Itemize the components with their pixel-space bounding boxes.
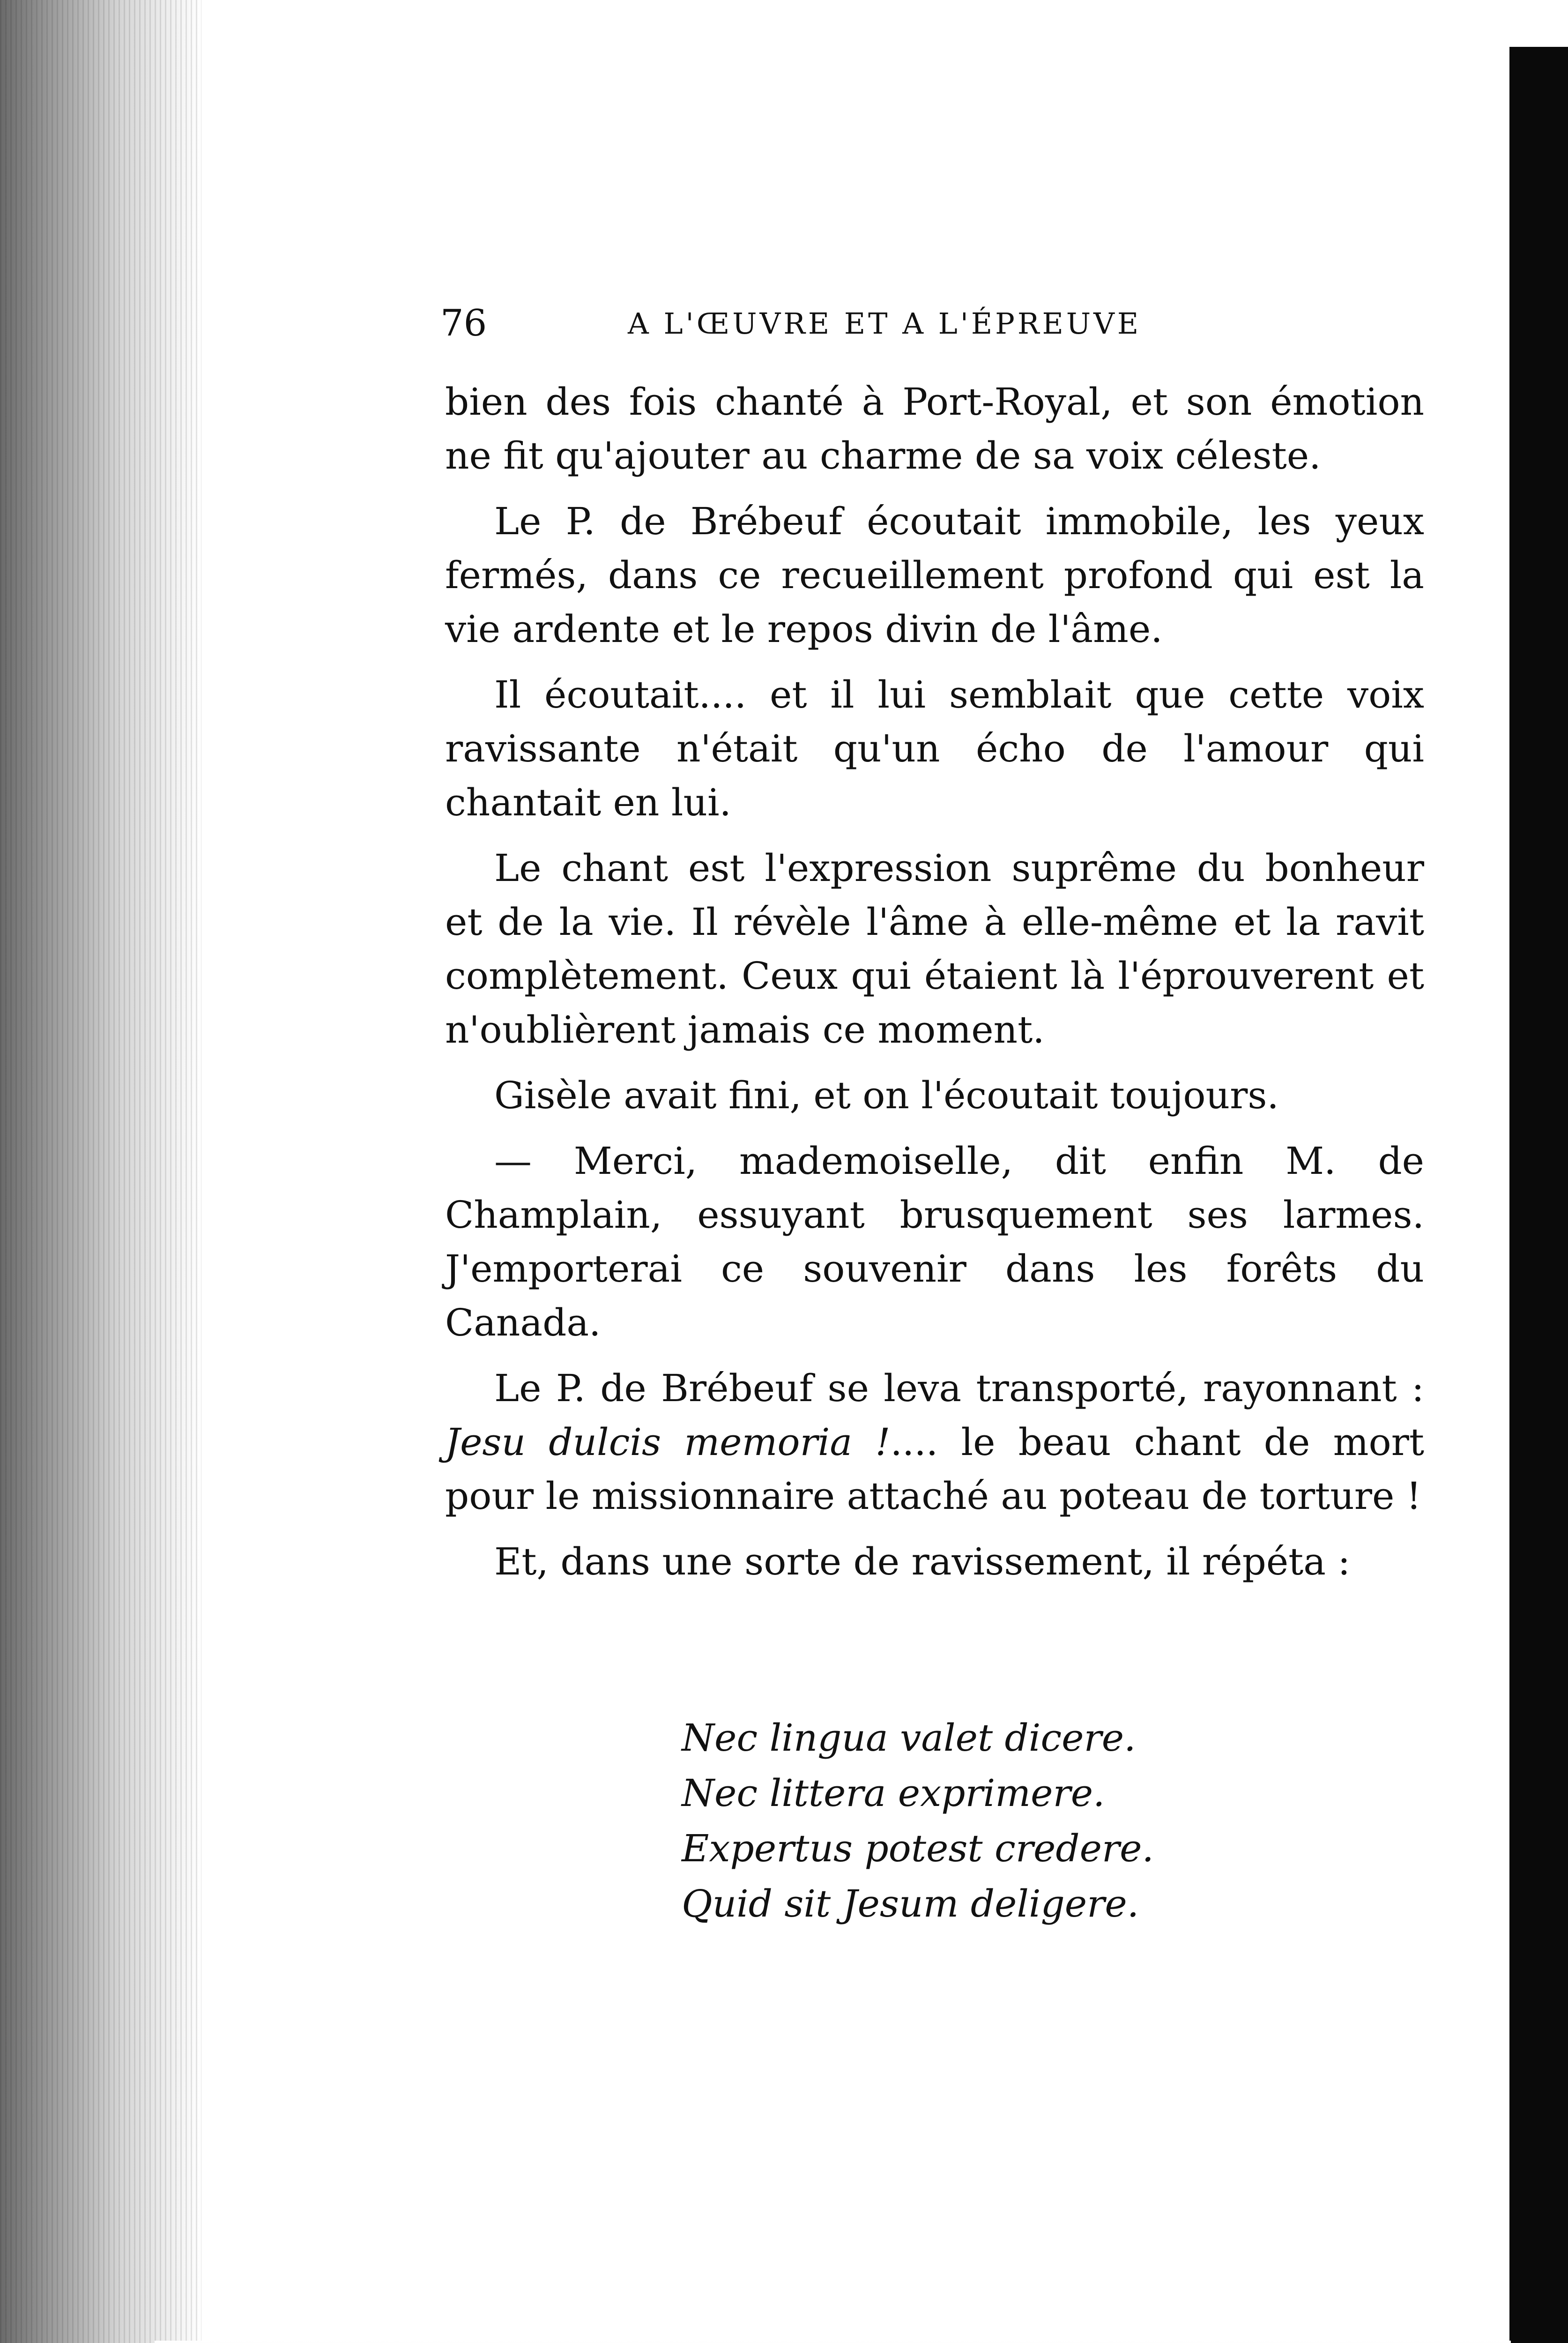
brebeuf-text-before: Le P. de Brébeuf se leva transporté, rayonnant : [494, 1366, 1424, 1410]
brebeuf-text-after: .... le beau chant de mort pour le missionnaire attaché au poteau de torture ! [445, 1420, 1424, 1518]
verse-line: Quid sit Jesum deligere. [682, 1882, 1139, 1925]
paragraph-chant: Le chant est l'expression suprême du bonheur et de la vie. Il révèle l'âme à elle-même et la ravit complètement. Ceux qui étaient là l'éprouverent et n'oublièrent jamais ce moment. [445, 846, 1424, 1052]
verse-line: Nec lingua valet dicere. [682, 1716, 1136, 1760]
paragraph-continuation: bien des fois chanté à Port-Royal, et son émotion ne fit qu'ajouter au charme de sa voix céleste. [445, 380, 1424, 478]
page-number: 76 [440, 302, 487, 344]
hymn-title: Jesu dulcis memoria ! [445, 1420, 891, 1464]
paragraph-ecoutait: Il écoutait.... et il lui semblait que cette voix ravissante n'était qu'un écho de l'amour qui chantait en lui. [445, 673, 1424, 824]
latin-verse [682, 1710, 1431, 1932]
paragraph-brebeuf-listening: Le P. de Brébeuf écoutait immobile, les yeux fermés, dans ce recueillement profond qui est la vie ardente et le repos divin de l'âme. [445, 500, 1424, 651]
running-title: A L'ŒUVRE ET A L'ÉPREUVE [628, 306, 1142, 341]
running-head [440, 302, 1424, 344]
verse-line: Expertus potest credere. [682, 1827, 1154, 1870]
scan-bottom-edge [155, 2341, 1511, 2343]
paragraph-champlain: — Merci, mademoiselle, dit enfin M. de Champlain, essuyant brusquement ses larmes. J'emporterai ce souvenir dans les forêts du Canada. [445, 1139, 1424, 1344]
paragraph-gisele: Gisèle avait fini, et on l'écoutait toujours. [494, 1074, 1279, 1117]
body-text [445, 375, 1424, 1600]
scan-right-edge [1509, 47, 1568, 2343]
verse-line: Nec littera exprimere. [682, 1771, 1105, 1815]
paragraph-repeta: Et, dans une sorte de ravissement, il répéta : [494, 1540, 1351, 1583]
paragraph-brebeuf-rises [445, 1361, 1424, 1523]
scan-left-gutter [0, 0, 201, 2343]
